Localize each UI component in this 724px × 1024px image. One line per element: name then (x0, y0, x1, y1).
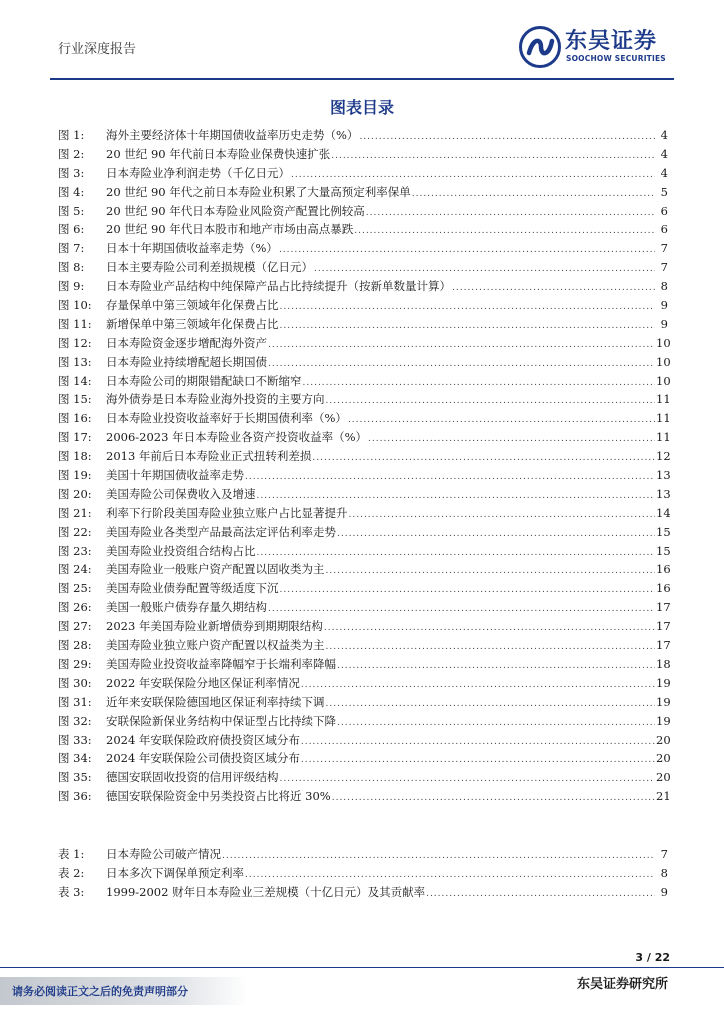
institute-name: 东吴证券研究所 (576, 977, 668, 992)
entry-page: 13 (656, 468, 671, 483)
toc-entry[interactable] (58, 543, 671, 562)
entry-number: 图 35: (58, 770, 92, 785)
dot-leader (268, 360, 655, 369)
entry-number: 表 2: (58, 865, 85, 880)
entry-number: 图 22: (58, 524, 92, 539)
dot-leader (337, 719, 655, 728)
dot-leader (331, 152, 655, 161)
entry-title: 日本寿险资金逐步增配海外资产 (106, 335, 267, 350)
logo-chinese-text: 东吴证券 (565, 29, 658, 54)
entry-title: 2024 年安联保险政府债投资区域分布 (106, 732, 300, 747)
toc-entry[interactable] (58, 846, 668, 865)
toc-entry[interactable] (58, 467, 671, 486)
entry-page: 19 (656, 675, 671, 690)
toc-entry[interactable] (58, 335, 671, 354)
entry-number: 图 6: (58, 222, 85, 237)
entry-title: 1999-2002 财年日本寿险业三差规模（十亿日元）及其贡献率 (106, 884, 426, 899)
toc-entry[interactable] (58, 354, 671, 373)
entry-number: 图 7: (58, 241, 85, 256)
dot-leader (326, 700, 656, 709)
dot-leader (354, 227, 655, 236)
entry-title: 日本寿险业净利润走势（千亿日元） (106, 165, 290, 180)
logo-english-text: SOOCHOW SECURITIES (566, 54, 666, 63)
entry-number: 图 3: (58, 165, 85, 180)
dot-leader (301, 681, 655, 690)
entry-number: 图 18: (58, 449, 92, 464)
toc-entry[interactable] (58, 865, 668, 884)
entry-title: 日本多次下调保单预定利率 (106, 865, 244, 880)
entry-page: 12 (656, 449, 671, 464)
entry-title: 美国寿险业投资收益率降幅窄于长端利率降幅 (106, 656, 336, 671)
entry-number: 图 28: (58, 638, 92, 653)
dot-leader (280, 322, 656, 331)
dot-leader (280, 303, 656, 312)
entry-page: 9 (660, 316, 668, 331)
entry-page: 16 (656, 581, 671, 596)
entry-page: 17 (656, 600, 671, 615)
entry-title: 日本寿险公司破产情况 (106, 847, 221, 861)
entry-number: 图 30: (58, 675, 92, 690)
entry-number: 图 12: (58, 335, 92, 350)
dot-leader (280, 775, 656, 784)
dot-leader (245, 871, 655, 880)
toc-entry[interactable] (58, 769, 671, 788)
entry-number: 图 15: (58, 392, 92, 407)
dot-leader (268, 605, 655, 614)
entry-number: 图 5: (58, 203, 85, 218)
entry-title: 2013 年前后日本寿险业正式扭转利差损 (106, 449, 312, 464)
header-divider (50, 78, 674, 80)
entry-title: 美国十年期国债收益率走势 (106, 468, 244, 483)
entry-number: 图 31: (58, 694, 92, 709)
dot-leader (368, 435, 655, 444)
entry-page: 18 (656, 656, 671, 671)
entry-title: 2022 年安联保险分地区保证利率情况 (106, 675, 300, 690)
entry-page: 11 (656, 430, 671, 445)
entry-page: 15 (656, 524, 671, 539)
entry-page: 21 (656, 789, 671, 804)
toc-entry[interactable] (58, 448, 671, 467)
dot-leader (349, 511, 656, 520)
dot-leader (279, 246, 655, 255)
entry-title: 德国安联保险资金中另类投资占比将近 30% (106, 789, 331, 804)
entry-number: 表 1: (58, 847, 85, 861)
footer-divider (0, 967, 724, 968)
entry-title: 日本十年期国债收益率走势（%） (106, 241, 278, 256)
toc-entry[interactable] (58, 184, 668, 203)
dot-leader (332, 794, 655, 803)
entry-title: 2006-2023 年日本寿险业各资产投资收益率（%） (106, 430, 367, 445)
dot-leader (337, 662, 655, 671)
entry-title: 20 世纪 90 年代之前日本寿险业积累了大量高预定利率保单 (106, 184, 411, 199)
toc-entry[interactable] (58, 618, 671, 637)
toc-entry[interactable] (58, 221, 668, 240)
dot-leader (280, 586, 656, 595)
entry-page: 6 (660, 222, 668, 237)
dot-leader (301, 738, 655, 747)
toc-entry[interactable] (58, 524, 671, 543)
toc-entry[interactable] (58, 732, 671, 751)
entry-page: 8 (660, 279, 668, 294)
toc-entry[interactable] (58, 637, 671, 656)
entry-page: 20 (656, 751, 671, 766)
dot-leader (222, 852, 655, 861)
entry-number: 图 1: (58, 128, 85, 142)
dot-leader (257, 492, 656, 501)
entry-title: 20 世纪 90 年代日本股市和地产市场由高点暴跌 (106, 222, 354, 237)
entry-number: 图 23: (58, 543, 92, 558)
disclaimer-text: 请务必阅读正文之后的免责声明部分 (12, 985, 188, 998)
page-number: 3 / 22 (635, 951, 670, 964)
toc-entry[interactable] (58, 694, 671, 713)
entry-number: 图 21: (58, 505, 92, 520)
entry-number: 图 10: (58, 298, 92, 313)
entry-page: 17 (656, 619, 671, 634)
toc-entry[interactable] (58, 373, 671, 392)
entry-page: 10 (656, 354, 671, 369)
dot-leader (366, 209, 655, 218)
entry-page: 8 (660, 865, 668, 880)
entry-page: 7 (660, 847, 668, 861)
entry-page: 11 (656, 411, 671, 426)
entry-page: 4 (660, 128, 668, 142)
entry-title: 安联保险新保业务结构中保证型占比持续下降 (106, 713, 336, 728)
toc-entry[interactable] (58, 788, 671, 807)
disclaimer-bar (0, 977, 248, 1005)
entry-title: 近年来安联保险德国地区保证利率持续下调 (106, 694, 325, 709)
toc-entry[interactable] (58, 165, 668, 184)
dot-leader (245, 473, 655, 482)
entry-number: 图 34: (58, 751, 92, 766)
entry-page: 17 (656, 638, 671, 653)
toc-entry[interactable] (58, 713, 671, 732)
entry-number: 图 11: (58, 316, 92, 331)
entry-page: 15 (656, 543, 671, 558)
toc-entry[interactable] (58, 146, 668, 165)
entry-page: 4 (660, 146, 668, 161)
entry-number: 图 20: (58, 486, 92, 501)
dot-leader (312, 454, 655, 463)
entry-number: 图 8: (58, 260, 85, 275)
dot-leader (326, 643, 656, 652)
entry-page: 19 (656, 713, 671, 728)
entry-page: 5 (660, 184, 668, 199)
entry-title: 日本寿险业持续增配超长期国债 (106, 354, 267, 369)
toc-entry[interactable] (58, 203, 668, 222)
dot-leader (452, 284, 655, 293)
toc-entry[interactable] (58, 675, 671, 694)
entry-page: 19 (656, 694, 671, 709)
entry-page: 7 (660, 260, 668, 275)
entry-title: 海外主要经济体十年期国债收益率历史走势（%） (106, 128, 359, 142)
report-type-label: 行业深度报告 (58, 42, 137, 57)
dot-leader (337, 530, 655, 539)
entry-page: 16 (656, 562, 671, 577)
entry-title: 日本寿险公司的期限错配缺口不断缩窄 (106, 373, 302, 388)
entry-title: 20 世纪 90 年代日本寿险业风险资产配置比例较高 (106, 203, 365, 218)
entry-page: 20 (656, 732, 671, 747)
figure-list (58, 127, 671, 807)
toc-entry[interactable] (58, 656, 671, 675)
entry-page: 13 (656, 486, 671, 501)
toc-entry[interactable] (58, 278, 668, 297)
entry-number: 图 13: (58, 354, 92, 369)
toc-entry[interactable] (58, 410, 671, 429)
entry-title: 美国寿险业独立账户资产配置以权益类为主 (106, 638, 325, 653)
entry-number: 图 25: (58, 581, 92, 596)
entry-title: 美国寿险业各类型产品最高法定评估利率走势 (106, 524, 336, 539)
entry-page: 11 (656, 392, 671, 407)
entry-page: 10 (656, 335, 671, 350)
toc-entry[interactable] (58, 316, 668, 335)
toc-entry[interactable] (58, 391, 671, 410)
entry-title: 利率下行阶段美国寿险业独立账户占比显著提升 (106, 505, 348, 520)
entry-title: 海外债券是日本寿险业海外投资的主要方向 (106, 392, 325, 407)
entry-page: 9 (660, 298, 668, 313)
entry-number: 图 14: (58, 373, 92, 388)
entry-title: 美国寿险业债券配置等级适度下沉 (106, 581, 279, 596)
dot-leader (257, 549, 656, 558)
dot-leader (314, 265, 655, 274)
company-logo (519, 24, 679, 70)
entry-page: 10 (656, 373, 671, 388)
entry-title: 存量保单中第三领域年化保费占比 (106, 298, 279, 313)
entry-title: 美国一般账户债券存量久期结构 (106, 600, 267, 615)
dot-leader (303, 379, 656, 388)
toc-entry[interactable] (58, 259, 668, 278)
dot-leader (359, 133, 655, 142)
toc-entry[interactable] (58, 240, 668, 259)
entry-page: 6 (660, 203, 668, 218)
entry-title: 2024 年安联保险公司债投资区域分布 (106, 751, 300, 766)
entry-title: 美国寿险公司保费收入及增速 (106, 486, 256, 501)
entry-page: 4 (660, 165, 668, 180)
dot-leader (326, 397, 656, 406)
entry-number: 图 36: (58, 789, 92, 804)
toc-entry[interactable] (58, 599, 671, 618)
entry-number: 图 17: (58, 430, 92, 445)
toc-entry[interactable] (58, 884, 668, 903)
toc-entry[interactable] (58, 486, 671, 505)
entry-title: 20 世纪 90 年代前日本寿险业保费快速扩张 (106, 146, 331, 161)
toc-title: 图表目录 (329, 98, 394, 117)
entry-title: 日本主要寿险公司利差损规模（亿日元） (106, 260, 313, 275)
soochow-logo-icon (519, 26, 561, 68)
entry-page: 9 (660, 884, 668, 899)
entry-page: 7 (660, 241, 668, 256)
entry-number: 图 29: (58, 656, 92, 671)
entry-page: 20 (656, 770, 671, 785)
entry-number: 图 27: (58, 619, 92, 634)
entry-number: 图 33: (58, 732, 92, 747)
entry-number: 图 9: (58, 279, 85, 294)
entry-number: 图 4: (58, 184, 85, 199)
dot-leader (324, 624, 655, 633)
entry-title: 日本寿险业投资收益率好于长期国债利率（%） (106, 411, 347, 426)
entry-number: 图 32: (58, 713, 92, 728)
entry-number: 图 24: (58, 562, 92, 577)
toc-entry[interactable] (58, 429, 671, 448)
entry-number: 图 19: (58, 468, 92, 483)
entry-title: 德国安联固收投资的信用评级结构 (106, 770, 279, 785)
dot-leader (412, 190, 655, 199)
entry-number: 图 2: (58, 146, 85, 161)
entry-number: 图 16: (58, 411, 92, 426)
toc-entry[interactable] (58, 505, 671, 524)
table-list (58, 846, 668, 903)
entry-title: 新增保单中第三领域年化保费占比 (106, 316, 279, 331)
dot-leader (268, 341, 655, 350)
entry-title: 日本寿险业产品结构中纯保障产品占比持续提升（按新单数量计算） (106, 279, 451, 294)
toc-entry[interactable] (58, 750, 671, 769)
entry-page: 14 (656, 505, 671, 520)
entry-title: 美国寿险业投资组合结构占比 (106, 543, 256, 558)
entry-title: 美国寿险业一般账户资产配置以固收类为主 (106, 562, 325, 577)
dot-leader (291, 171, 655, 180)
toc-entry[interactable] (58, 580, 671, 599)
toc-entry[interactable] (58, 561, 671, 580)
dot-leader (326, 567, 656, 576)
toc-entry[interactable] (58, 127, 668, 146)
dot-leader (348, 416, 655, 425)
entry-number: 表 3: (58, 884, 85, 899)
entry-number: 图 26: (58, 600, 92, 615)
entry-title: 2023 年美国寿险业新增债券到期期限结构 (106, 619, 323, 634)
toc-entry[interactable] (58, 297, 668, 316)
dot-leader (426, 890, 655, 899)
dot-leader (301, 756, 655, 765)
